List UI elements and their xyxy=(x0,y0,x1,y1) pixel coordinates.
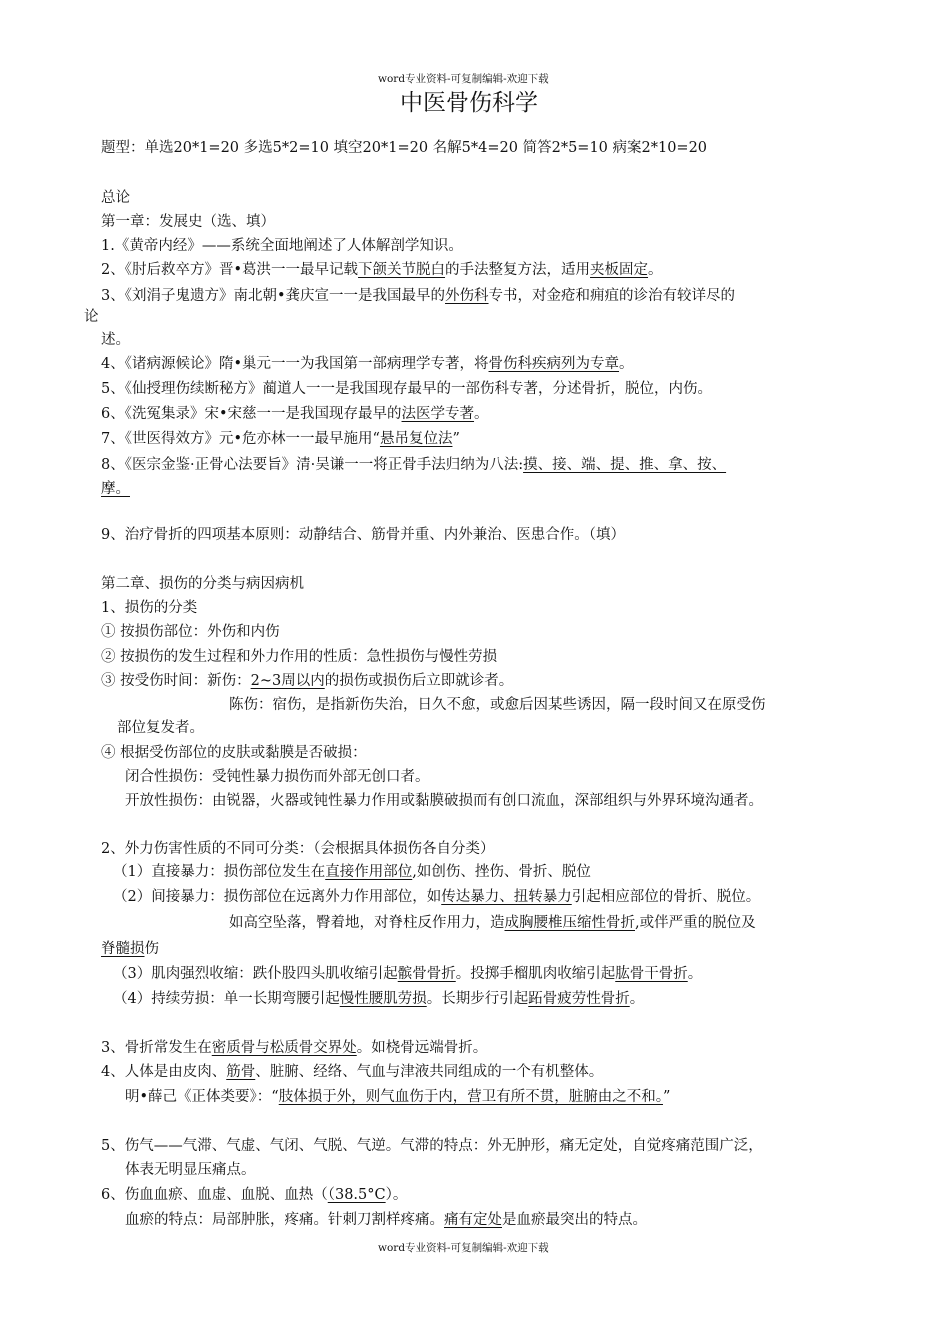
ch2-class-2: ② 按损伤的发生过程和外力作用的性质：急性损伤与慢性劳损 xyxy=(101,649,498,665)
ch1-item-1: 1.《黄帝内经》——系统全面地阐述了人体解剖学知识。 xyxy=(101,238,463,254)
page-header: word专业资料-可复制编辑-欢迎下载 xyxy=(378,73,549,85)
ch2-force-3: （3）肌肉强烈收缩：跌仆股四头肌收缩引起髌骨骨折。投掷手榴肌肉收缩引起肱骨干骨折。 xyxy=(113,966,703,982)
chapter2-heading: 第二章、损伤的分类与病因病机 xyxy=(101,576,304,592)
ch1-item-3: 3、《刘涓子鬼遗方》南北朝•龚庆宣一一是我国最早的外伤科专书，对金疮和痈疽的诊治有较详尽的 xyxy=(101,288,736,304)
ch2-class-1: ① 按损伤部位：外伤和内伤 xyxy=(101,624,280,640)
ch2-class-3-old: 陈伤：宿伤，是指新伤失治，日久不愈，或愈后因某些诱因，隔一段时间又在原受伤 xyxy=(229,697,766,713)
ch1-item-9: 9、治疗骨折的四项基本原则：动静结合、筋骨并重、内外兼治、医患合作。（填） xyxy=(101,527,625,543)
ch1-item-4: 4、《诸病源候论》隋•巢元一一为我国第一部病理学专著，将骨伤科疾病列为专章。 xyxy=(101,356,634,372)
ch2-section-5-end: 体表无明显压痛点。 xyxy=(125,1162,256,1178)
ch2-section-3: 3、骨折常发生在密质骨与松质骨交界处。如桡骨远端骨折。 xyxy=(101,1040,488,1056)
ch1-item-8: 8、《医宗金鉴·正骨心法要旨》清·吴谦一一将正骨手法归纳为八法:摸、接、端、提、推、拿、按、 xyxy=(101,457,727,473)
ch2-force-4: （4）持续劳损：单一长期弯腰引起慢性腰肌劳损。长期步行引起跖骨疲劳性骨折。 xyxy=(113,991,645,1007)
ch2-class-4-open: 开放性损伤：由锐器，火器或钝性暴力作用或黏膜破损而有创口流血，深部组织与外界环境沟通者。 xyxy=(125,793,763,809)
section-general: 总论 xyxy=(101,190,130,206)
ch1-item-2: 2、《肘后救卒方》晋•葛洪一一最早记载下颌关节脱白的手法整复方法，适用夹板固定。 xyxy=(101,262,663,278)
ch2-force-2-example-end: 脊髓损伤 xyxy=(101,941,159,957)
page-title: 中医骨伤科学 xyxy=(400,90,538,116)
ch2-section-4: 4、人体是由皮肉、筋骨、脏腑、经络、气血与津液共同组成的一个有机整体。 xyxy=(101,1064,604,1080)
ch2-force-2: （2）间接暴力：损伤部位在远离外力作用部位，如传达暴力、扭转暴力引起相应部位的骨折、脱位。 xyxy=(113,889,761,905)
ch2-class-4: ④ 根据受伤部位的皮肤或黏膜是否破损： xyxy=(101,745,367,761)
ch2-force-1: （1）直接暴力：损伤部位发生在直接作用部位,如创伤、挫伤、骨折、脱位 xyxy=(113,864,591,880)
ch1-item-3-end: 述。 xyxy=(101,332,130,348)
ch2-section-5: 5、伤气——气滞、气虚、气闭、气脱、气逆。气滞的特点：外无肿形，痛无定处，自觉疼痛范围广泛， xyxy=(101,1138,763,1154)
exam-format: 题型：单选20*1=20 多选5*2=10 填空20*1=20 名解5*4=20 简答2*5=10 病案2*10=20 xyxy=(101,140,708,156)
ch2-section-2: 2、外力伤害性质的不同可分类：（会根据具体损伤各自分类） xyxy=(101,841,495,857)
ch2-class-3: ③ 按受伤时间：新伤：2~3周以内的损伤或损伤后立即就诊者。 xyxy=(101,673,514,689)
ch1-item-8-end: 摩。 xyxy=(101,481,130,497)
ch2-section-1: 1、损伤的分类 xyxy=(101,600,198,616)
ch2-section-6: 6、伤血血瘀、血虚、血脱、血热（（38.5°C）。 xyxy=(101,1187,408,1203)
ch2-section-6-blood-stasis: 血瘀的特点：局部肿胀，疼痛。针刺刀割样疼痛。痛有定处是血瘀最突出的特点。 xyxy=(125,1212,647,1228)
page-footer: word专业资料-可复制编辑-欢迎下载 xyxy=(378,1242,549,1254)
ch1-item-5: 5、《仙授理伤续断秘方》蔺道人一一是我国现存最早的一部伤科专著，分述骨折，脱位，内伤。 xyxy=(101,381,712,397)
ch2-section-4-quote: 明•薛己《正体类要》：“肢体损于外，则气血伤于内，营卫有所不贯，脏腑由之不和。” xyxy=(125,1089,671,1105)
chapter1-heading: 第一章：发展史（选、填） xyxy=(101,214,275,230)
ch2-class-4-closed: 闭合性损伤：受钝性暴力损伤而外部无创口者。 xyxy=(125,769,430,785)
ch2-class-3-old-end: 部位复发者。 xyxy=(117,720,204,736)
ch1-item-7: 7、《世医得效方》元•危亦林一一最早施用“悬吊复位法” xyxy=(101,431,460,447)
ch1-item-6: 6、《洗冤集录》宋•宋慈一一是我国现存最早的法医学专著。 xyxy=(101,406,489,422)
ch1-item-3-wrap: 论 xyxy=(84,309,99,325)
ch2-force-2-example: 如高空坠落，臀着地，对脊柱反作用力，造成胸腰椎压缩性骨折,或伴严重的脱位及 xyxy=(229,915,756,931)
